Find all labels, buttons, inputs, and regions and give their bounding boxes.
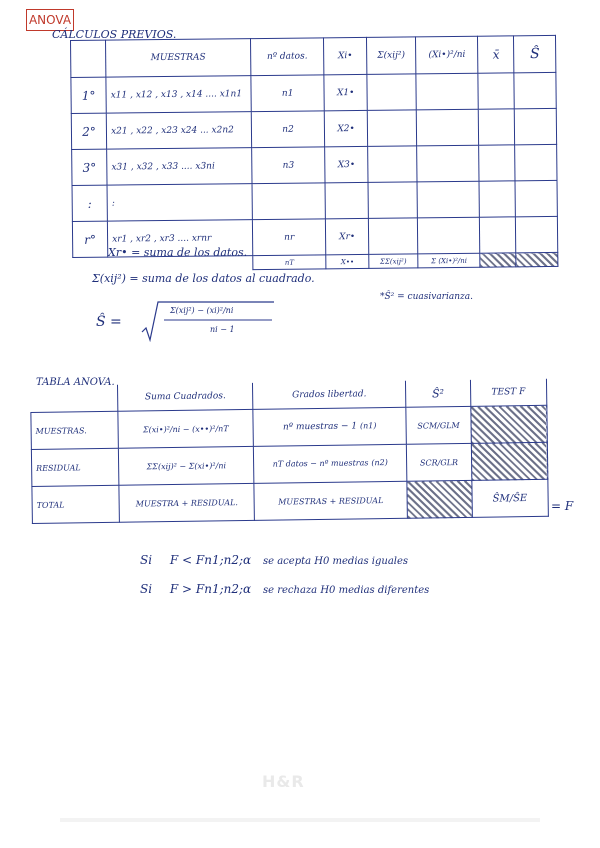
s-hat-label: Ŝ = (96, 314, 122, 330)
row-ms: SCR/GLR (407, 443, 472, 481)
row-index: r° (72, 221, 107, 257)
hatched-cell (471, 442, 548, 480)
calculos-table (70, 35, 558, 272)
anova-heading: TABLA ANOVA. (36, 377, 115, 388)
hatched-cell (407, 480, 472, 518)
row-label: TOTAL (32, 485, 120, 523)
total-xi-sq-ni: Σ (Xi•)²/ni (418, 253, 481, 268)
calculos-heading: CÁLCULOS PREVIOS. (52, 28, 177, 41)
row-observations: : (107, 184, 252, 222)
note-xr: Xr• = suma de los datos. (108, 246, 248, 259)
header-mean: x̄ (478, 36, 514, 73)
hatched-cell (480, 253, 516, 267)
table-row (71, 72, 556, 113)
row-label: RESIDUAL (31, 448, 119, 486)
note-s2: *Ŝ² = cuasivarianza. (380, 292, 473, 302)
table-row (72, 144, 557, 185)
s-hat-denominator: ni − 1 (210, 325, 235, 334)
header-s-hat: Ŝ (514, 35, 556, 72)
row-f: ŜM/ŜE (471, 479, 548, 517)
row-index: 2° (71, 113, 106, 149)
header-index (71, 40, 106, 77)
calculos-header-row (71, 35, 556, 77)
table-row (71, 108, 556, 149)
row-ss: ΣΣ(xij)² − Σ(xi•)²/ni (119, 446, 254, 485)
watermark-logo: H&R (262, 772, 305, 791)
s-hat-formula (140, 298, 276, 342)
row-x: X2• (325, 110, 368, 146)
table-row (32, 479, 548, 523)
row-ss: Σ(xi•)²/ni − (x••)²/nT (118, 409, 253, 448)
row-x: Xr• (326, 218, 369, 254)
row-gl: nT datos − nº muestras (n2) (253, 444, 407, 483)
row-observations: xr1 , xr2 , xr3 .... xrnr (108, 220, 253, 258)
footer-faint-text (60, 818, 540, 822)
row-index: : (72, 185, 107, 221)
total-x: X•• (326, 254, 369, 268)
row-observations: x11 , x12 , x13 , x14 .... x1n1 (106, 76, 251, 114)
total-n: nT (253, 255, 327, 270)
header-xi: Xi• (324, 37, 367, 74)
row-gl: nº muestras − 1 (n1) (253, 407, 407, 446)
note-sum-sq: Σ(xij²) = suma de los datos al cuadrado. (92, 272, 315, 285)
row-n: n1 (251, 75, 325, 112)
row-observations: x21 , x22 , x23 x24 ... x2n2 (106, 112, 251, 150)
decision-line-1: Si F < Fn1;n2;α se acepta H0 medias iguales (140, 553, 409, 567)
row-observations: x31 , x32 , x33 .... x3ni (107, 148, 252, 186)
sqrt-icon (140, 298, 276, 342)
row-x: X3• (325, 146, 368, 182)
header-sum-sq: Σ(xij²) (366, 37, 416, 75)
row-gl: MUESTRAS + RESIDUAL (254, 481, 408, 520)
total-sum-sq: ΣΣ(xij²) (369, 254, 418, 269)
s-hat-numerator: Σ(xij²) − (xi)²/ni (170, 306, 234, 315)
page-title: ANOVA (28, 13, 72, 27)
decision-line-2: Si F > Fn1;n2;α se rechaza H0 medias diferentes (140, 582, 430, 596)
row-n: n3 (252, 147, 326, 184)
row-ss: MUESTRA + RESIDUAL. (119, 483, 254, 522)
row-index: 3° (72, 149, 107, 185)
row-n: nr (252, 219, 326, 256)
header-muestras: MUESTRAS (106, 39, 251, 78)
hatched-cell (470, 405, 547, 443)
row-ms: SCM/GLM (406, 406, 471, 444)
f-equals-label: = F (551, 499, 574, 513)
row-x: X1• (324, 74, 367, 110)
header-ss: Suma Cuadrados. (118, 383, 253, 411)
header-ms: Ŝ² (406, 380, 471, 407)
hatched-cell (516, 252, 558, 266)
table-row (72, 180, 557, 221)
anova-table (30, 379, 549, 524)
header-xi-sq-ni: (Xi•)²/ni (415, 36, 478, 74)
header-test: TEST F (470, 379, 547, 407)
header-gl: Grados libertad. (252, 381, 406, 410)
header-n-datos: nº datos. (250, 38, 324, 76)
row-index: 1° (71, 77, 106, 113)
row-n: n2 (251, 111, 325, 148)
row-label: MUESTRAS. (31, 411, 119, 449)
